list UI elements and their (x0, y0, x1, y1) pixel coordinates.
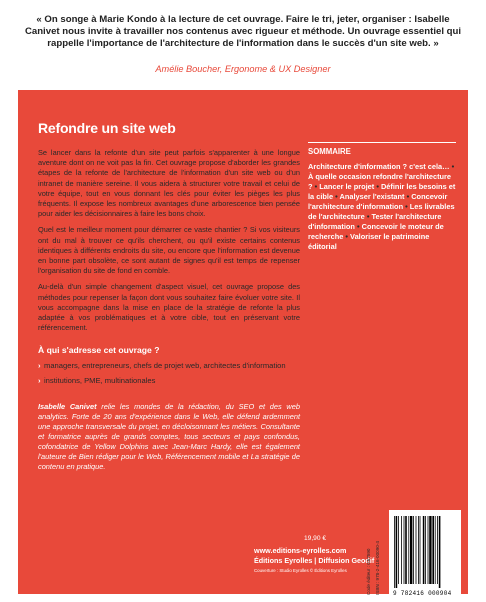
sommaire-separator: • (374, 182, 381, 191)
barcode-bar (425, 516, 426, 584)
sommaire-heading: SOMMAIRE (308, 147, 351, 156)
audience-heading: À qui s'adresse cet ouvrage ? (38, 345, 160, 356)
testimonial-quote: « On songe à Marie Kondo à la lecture de cet ouvrage. Faire le tri, jeter, organiser : Isabelle Canivet nous invite à travailler nos contenus avec rigueur et méthode. Un ouvrage essentiel qui rappelle l'importance de l'architecture de l'information dans le succès d'un site web. » (24, 14, 462, 50)
author-name: Isabelle Canivet (38, 402, 97, 412)
barcode-bar (396, 516, 398, 588)
barcode-bar (401, 516, 402, 584)
sommaire-separator: • (404, 192, 412, 201)
sommaire-separator: • (343, 232, 351, 241)
code-editeur: Code éditeur : G67590 (366, 548, 371, 595)
cover-credit: Couverture : Studio Eyrolles © Éditions Eyrolles (254, 568, 347, 573)
barcode-bar (428, 516, 429, 584)
barcode-bar (416, 516, 417, 584)
publisher-website: www.editions-eyrolles.com (254, 546, 347, 555)
sommaire-separator: • (333, 192, 340, 201)
barcode-bar (423, 516, 425, 584)
sommaire-separator: • (354, 222, 362, 231)
author-bio-text: relie les mondes de la rédaction, du SEO et des web analytics. Forte de 20 ans d'expérience dans le Web, elle défend ardemment une approche transversale du projet, en décloisonnant les métiers. Consultante et formatrice auprès de grands comptes, tous secteurs et pays confondus, cofondatrice de Yellow Dolphins avec Jean-Marc Hardy, elle est également l'auteure de Bien rédiger pour le Web, Référencement mobile et La stratégie de contenu en pratique. (38, 402, 300, 472)
barcode-bar (432, 516, 434, 584)
isbn-block (363, 515, 387, 597)
description-paragraph-1: Se lancer dans la refonte d'un site peut parfois s'apparenter à une longue aventure dont on ne voit pas la fin. Cet ouvrage propose d'aborder les grandes étapes de la refonte de l'architecture de l'information d'un site web ou d'un intranet de manière sereine. Il vous aidera à structurer votre travail et celui de votre équipe, tout en vous donnant les clés pour éviter les pièges les plus fréquents. Il expose les nombreux avantages d'une arborescence bien pensée pour aider les décisionnaires à faire les bons choix. (38, 148, 300, 219)
sommaire-item: Lancer le projet (319, 182, 375, 191)
audience-item: › institutions, PME, multinationales (38, 376, 300, 386)
barcode-bar (398, 516, 399, 584)
author-bio (38, 402, 300, 472)
barcode-bar (437, 516, 438, 584)
sommaire-item: Concevoir l'architecture d'information (308, 192, 448, 211)
barcode-bar (394, 516, 395, 588)
barcode-bars (393, 516, 457, 588)
audience-item: › managers, entrepreneurs, chefs de projet web, architectes d'information (38, 361, 300, 371)
audience-list (38, 361, 300, 386)
barcode-bar (405, 516, 407, 584)
cover-panel (18, 90, 468, 597)
sommaire-separator: • (364, 212, 372, 221)
barcode-bar (435, 516, 436, 584)
sommaire-item: Tester l'architecture d'information (308, 212, 442, 231)
sommaire-item: À quelle occasion refondre l'architecture ? (308, 172, 452, 191)
barcode-bar (418, 516, 419, 584)
isbn-number: ISBN : 978-2-416-00090-4 (375, 541, 380, 595)
sommaire-column (308, 142, 456, 252)
barcode-bar (429, 516, 431, 584)
sommaire-separator: • (449, 162, 455, 171)
description-column (38, 148, 300, 472)
sommaire-item: Architecture d'information ? c'est cela… (308, 162, 450, 171)
description-paragraph-3: Au-delà d'un simple changement d'aspect visuel, cet ouvrage propose des méthodes pour repenser la façon dont vous souhaitez faire évoluer votre site. Il vous accompagne dans la mise en place de la stratégie de refonte la plus adaptée à vos problématiques et à votre cible, tout en préservant votre référencement. (38, 282, 300, 333)
sommaire-list (308, 162, 456, 252)
sommaire-divider (308, 142, 456, 143)
sommaire-item: Valoriser le patrimoine éditorial (308, 232, 430, 251)
barcode-bar (413, 516, 414, 584)
book-title: Refondre un site web (38, 120, 176, 136)
sommaire-separator: • (312, 182, 320, 191)
barcode (389, 510, 461, 602)
publisher-name: Éditions Eyrolles | Diffusion Geodif (254, 556, 375, 565)
barcode-bar (439, 516, 441, 588)
barcode-bar (410, 516, 412, 584)
description-paragraph-2: Quel est le meilleur moment pour démarrer ce vaste chantier ? Si vos visiteurs ont du mal à trouver ce qu'ils cherchent, ou qu'il existe certains contenus identiques à différents endroits du site, ou encore que l'information est devenue en bonne part obsolète, ce sont autant de signes qu'il est temps de repenser l'organisation du site de fond en comble. (38, 225, 300, 276)
sommaire-separator: • (403, 202, 410, 211)
barcode-bar (404, 516, 405, 584)
sommaire-item: Concevoir le moteur de recherche (308, 222, 444, 241)
sommaire-item: Les livrables de l'architecture (308, 202, 455, 221)
sommaire-item: Définir les besoins et la cible (308, 182, 456, 201)
testimonial-block (0, 0, 486, 88)
testimonial-author: Amélie Boucher, Ergonome & UX Designer (155, 64, 331, 74)
barcode-bar (408, 516, 409, 584)
price: 19,90 € (304, 535, 326, 542)
barcode-bar (420, 516, 421, 584)
barcode-digits: 9 782416 000904 (393, 590, 452, 597)
sommaire-item: Analyser l'existant (339, 192, 405, 201)
